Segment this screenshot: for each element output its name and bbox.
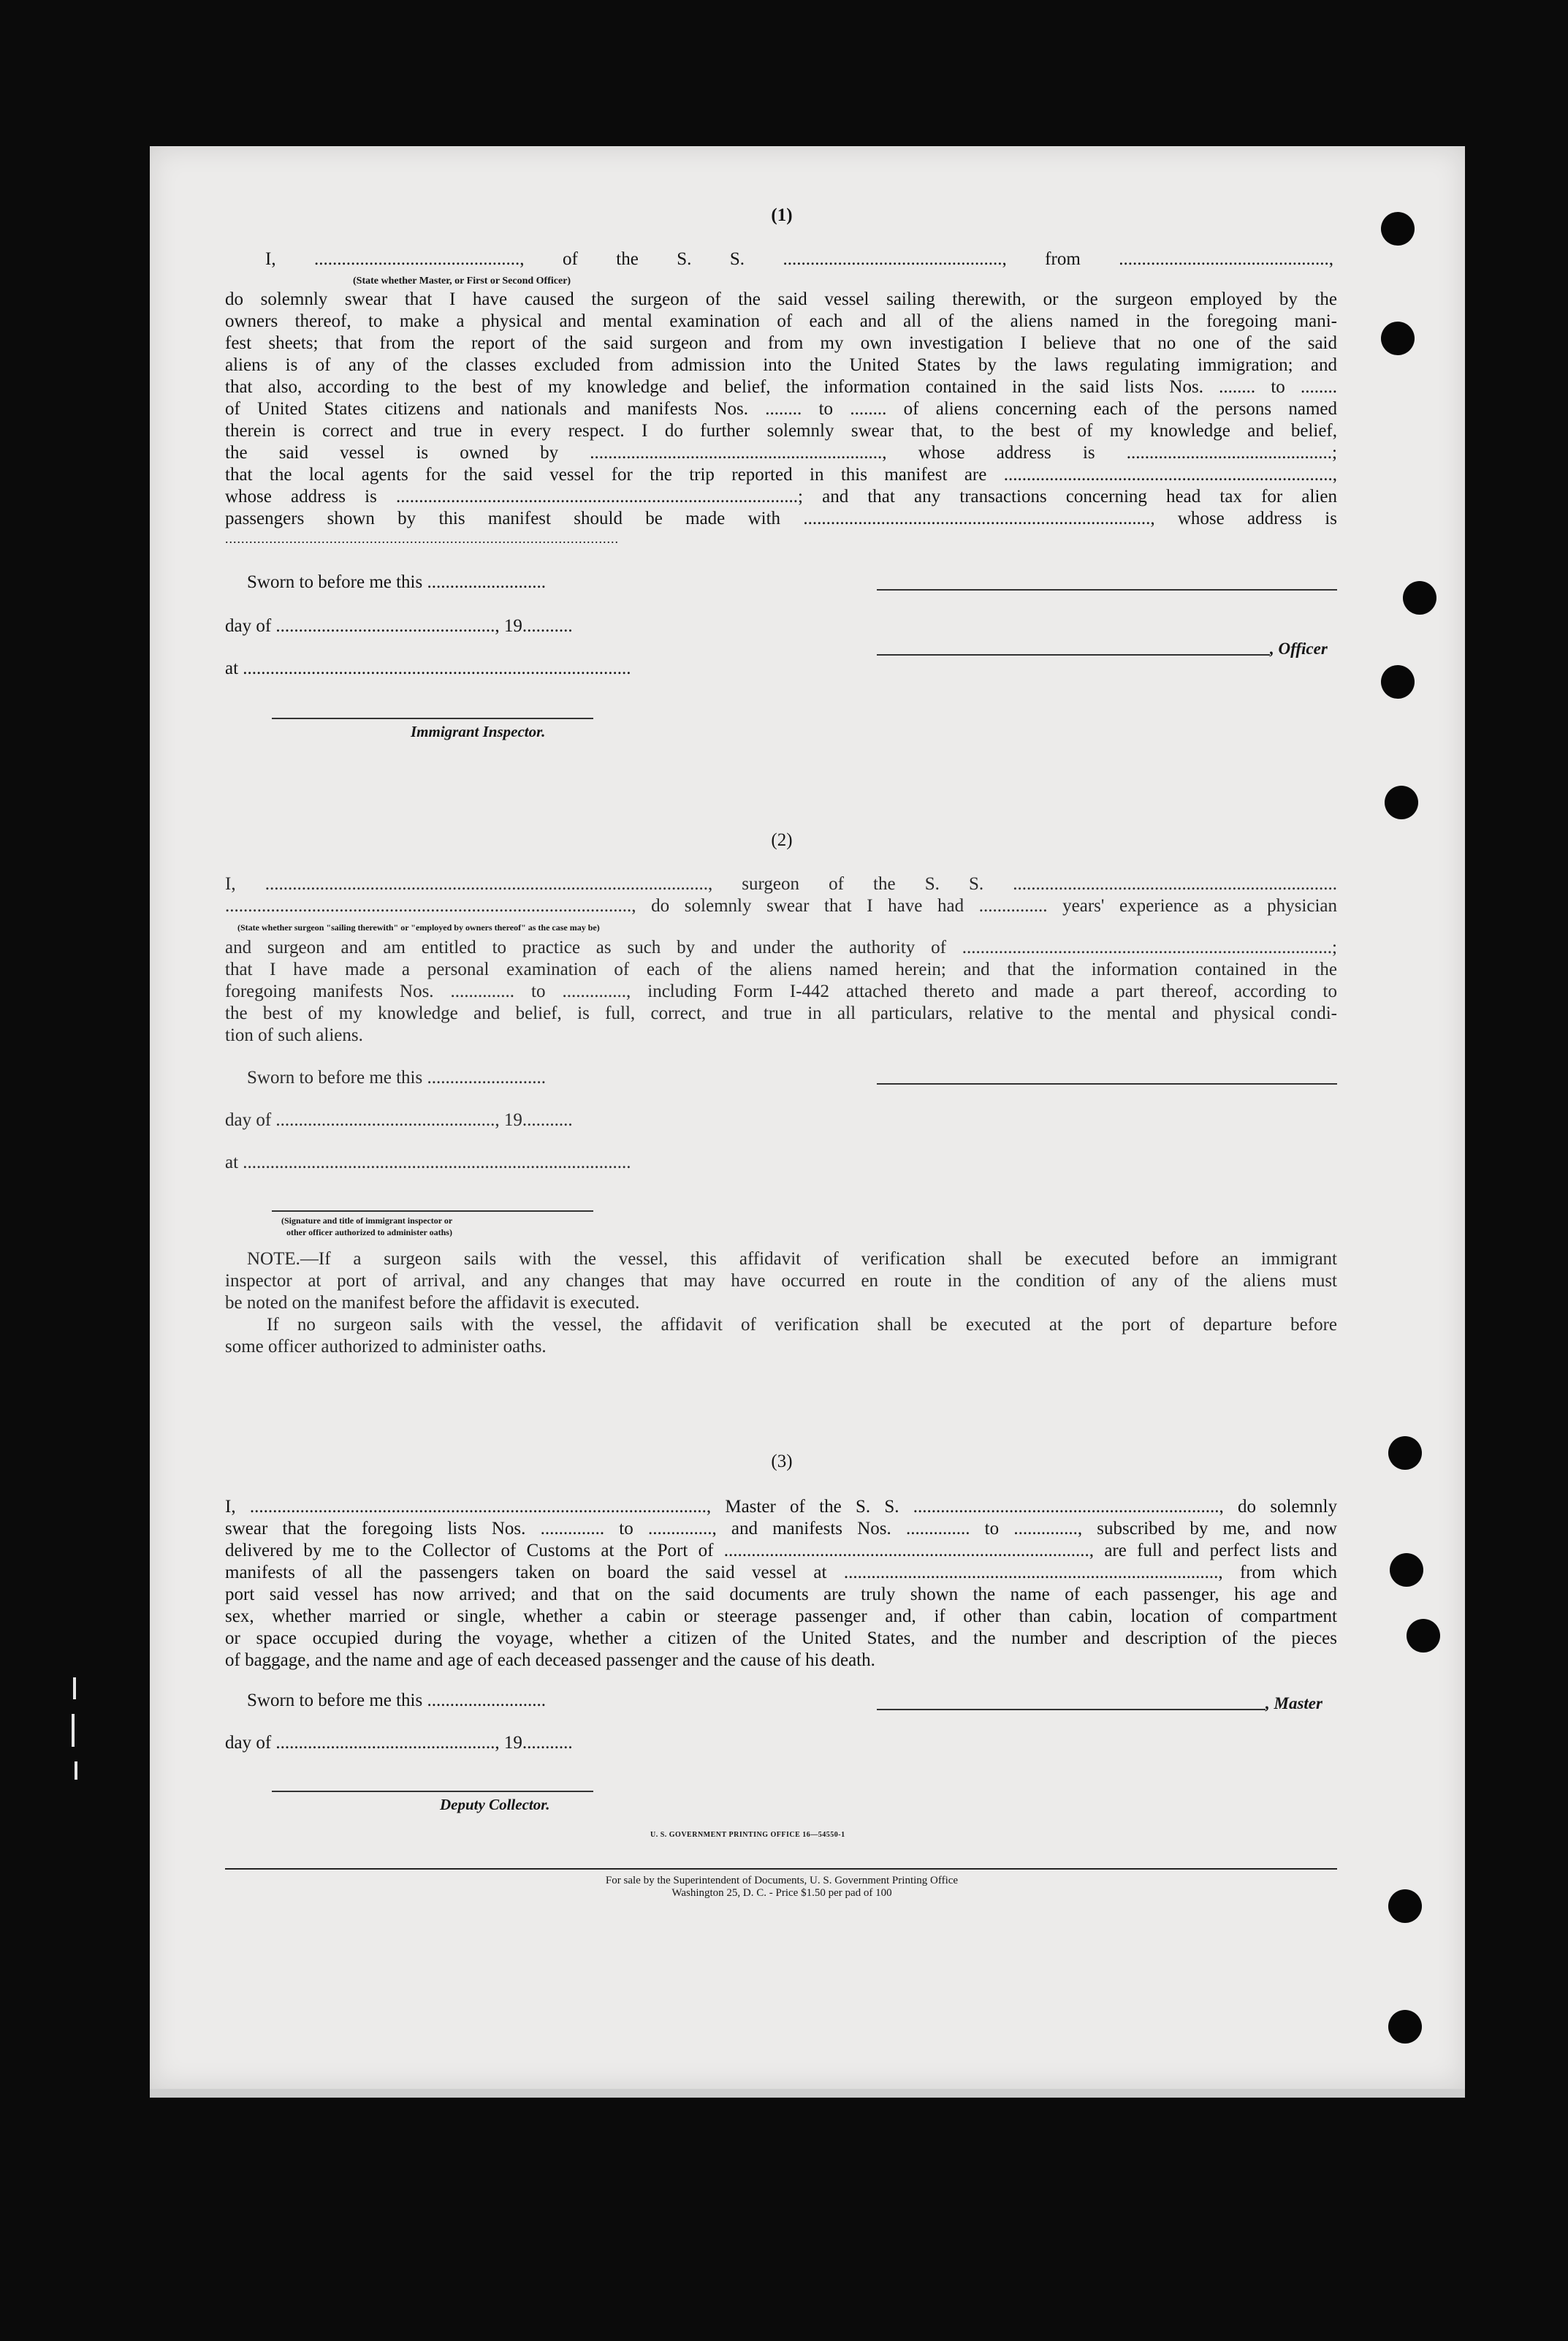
section-1-day: day of ................................................, 19........... [225, 616, 573, 636]
binding-mark [73, 1677, 76, 1699]
section-1-line: the said vessel is owned by ................................................................, whose address is .............................................; [225, 443, 1337, 463]
immigrant-inspector-label: Immigrant Inspector. [411, 723, 546, 740]
section-3-line: I, ...................................................................................................., Master of the S. S. ..................................................................., do solemnly [225, 1497, 1337, 1517]
section-1-line: therein is correct and true in every respect. I do further solemnly swear that, to the best of my knowledge and belief, [225, 421, 1337, 441]
section-1-line: whose address is ........................................................................................; and that any transactions concerning head tax for alien [225, 487, 1337, 506]
section-3-line: swear that the foregoing lists Nos. .............. to .............., and manifests Nos. .............. to .............., subscribed by me, and now [225, 1519, 1337, 1538]
section-1-opening-line: I, ............................................., of the S. S. ................................................, from .............................................., [265, 249, 1333, 269]
section-1-line: that also, according to the best of my knowledge and belief, the information contained in the said lists Nos. ........ to ........ [225, 377, 1337, 397]
master-label: , Master [1266, 1694, 1322, 1712]
binding-mark [75, 1761, 77, 1780]
signature-note-1: (Signature and title of immigrant inspector or [281, 1215, 453, 1226]
section-2-number: (2) [771, 830, 793, 850]
note-line: be noted on the manifest before the affidavit is executed. [225, 1293, 640, 1313]
printing-office-line: U. S. GOVERNMENT PRINTING OFFICE 16—54550-1 [650, 1831, 845, 1839]
punch-hole [1385, 786, 1418, 819]
section-2-line: that I have made a personal examination of each of the aliens named herein; and that the information contained in the [225, 960, 1337, 979]
sheet-edge [150, 2089, 1465, 2098]
section-1-number: (1) [771, 205, 793, 225]
punch-hole [1381, 665, 1415, 699]
surgeon-signature-line [877, 1083, 1337, 1085]
section-1-line: that the local agents for the said vessel for the trip reported in this manifest are ........................................................................, [225, 465, 1337, 485]
master-signature-line [877, 1709, 1266, 1710]
section-1-line: aliens is of any of the classes excluded from admission into the United States by the laws regulating immigration; and [225, 355, 1337, 375]
punch-hole [1388, 2010, 1422, 2044]
deputy-collector-label: Deputy Collector. [440, 1796, 550, 1813]
section-3-day: day of ................................................, 19........... [225, 1733, 573, 1753]
section-3-line: port said vessel has now arrived; and that on the said documents are truly shown the name of each passenger, his age and [225, 1585, 1337, 1604]
sale-line-2: Washington 25, D. C. - Price $1.50 per pad of 100 [671, 1887, 892, 1899]
section-2-surgeon-note: (State whether surgeon "sailing therewith" or "employed by owners thereof" as the case may be) [237, 922, 600, 933]
section-3-line: sex, whether married or single, whether a cabin or steerage passenger and, if other than cabin, location of compartment [225, 1606, 1337, 1626]
section-1-sworn: Sworn to before me this .......................... [247, 572, 546, 592]
sale-line-1: For sale by the Superintendent of Documents, U. S. Government Printing Office [605, 1875, 959, 1886]
section-2-second-line: ........................................................................................., do solemnly swear that I have had ............... years' experience as a physician [225, 896, 1337, 916]
administrator-signature-line [272, 1210, 593, 1212]
section-3-line: delivered by me to the Collector of Customs at the Port of ................................................................................, are full and perfect lists and [225, 1541, 1337, 1560]
note-line: If no surgeon sails with the vessel, the affidavit of verification shall be executed at the port of departure before [267, 1315, 1337, 1335]
note-line: inspector at port of arrival, and any changes that may have occurred en route in the condition of any of the aliens must [225, 1271, 1337, 1291]
section-3-sworn: Sworn to before me this .......................... [247, 1691, 546, 1710]
section-3-line: manifests of all the passengers taken on board the said vessel at .................................................................................., from which [225, 1563, 1337, 1582]
note-line: some officer authorized to administer oaths. [225, 1337, 547, 1357]
section-1-line: fest sheets; that from the report of the said surgeon and from my own investigation I believe that no one of the said [225, 333, 1337, 353]
section-1-line: do solemnly swear that I have caused the surgeon of the said vessel sailing therewith, or the surgeon employed by the [225, 289, 1337, 309]
section-1-trailing-line: .................................................................................................. [225, 531, 619, 546]
section-3-line: or space occupied during the voyage, whether a citizen of the United States, and the number and description of the pieces [225, 1628, 1337, 1648]
binding-mark [72, 1714, 75, 1747]
section-2-opening-line: I, ................................................................................................., surgeon of the S. S. ....................................................................... [225, 874, 1337, 894]
punch-hole [1381, 322, 1415, 355]
section-2-sworn: Sworn to before me this .......................... [247, 1068, 546, 1088]
deputy-signature-line [272, 1791, 593, 1792]
officer-signature-line-2 [877, 654, 1270, 656]
section-1-line: of United States citizens and nationals and manifests Nos. ........ to ........ of aliens concerning each of the persons named [225, 399, 1337, 419]
section-3-number: (3) [771, 1452, 793, 1471]
section-2-at: at ..................................................................................... [225, 1153, 631, 1172]
section-2-line: the best of my knowledge and belief, is full, correct, and true in all particulars, relative to the mental and physical condi- [225, 1003, 1337, 1023]
punch-hole [1403, 581, 1436, 615]
section-3-line: of baggage, and the name and age of each deceased passenger and the cause of his death. [225, 1650, 875, 1670]
punch-hole [1407, 1619, 1440, 1653]
signature-note-2: other officer authorized to administer oaths) [286, 1227, 452, 1237]
officer-signature-line-1 [877, 589, 1337, 591]
section-2-day: day of ................................................, 19........... [225, 1110, 573, 1130]
footer-rule [225, 1868, 1337, 1870]
section-1-at: at ..................................................................................... [225, 659, 631, 678]
section-2-line: foregoing manifests Nos. .............. to .............., including Form I-442 attached thereto and made a part thereof, according to [225, 982, 1337, 1001]
note-line: NOTE.—If a surgeon sails with the vessel, this affidavit of verification shall be executed before an immigrant [247, 1249, 1337, 1269]
section-1-line: passengers shown by this manifest should be made with ............................................................................, whose address is [225, 509, 1337, 528]
inspector-signature-line [272, 718, 593, 719]
section-2-line: tion of such aliens. [225, 1025, 363, 1045]
section-2-line: and surgeon and am entitled to practice as such by and under the authority of .................................................................................; [225, 938, 1337, 957]
officer-label: , Officer [1270, 640, 1328, 658]
section-1-officer-note: (State whether Master, or First or Second Officer) [353, 276, 571, 287]
punch-hole [1390, 1553, 1423, 1587]
section-1-line: owners thereof, to make a physical and mental examination of each and all of the aliens named in the foregoing mani- [225, 311, 1337, 331]
